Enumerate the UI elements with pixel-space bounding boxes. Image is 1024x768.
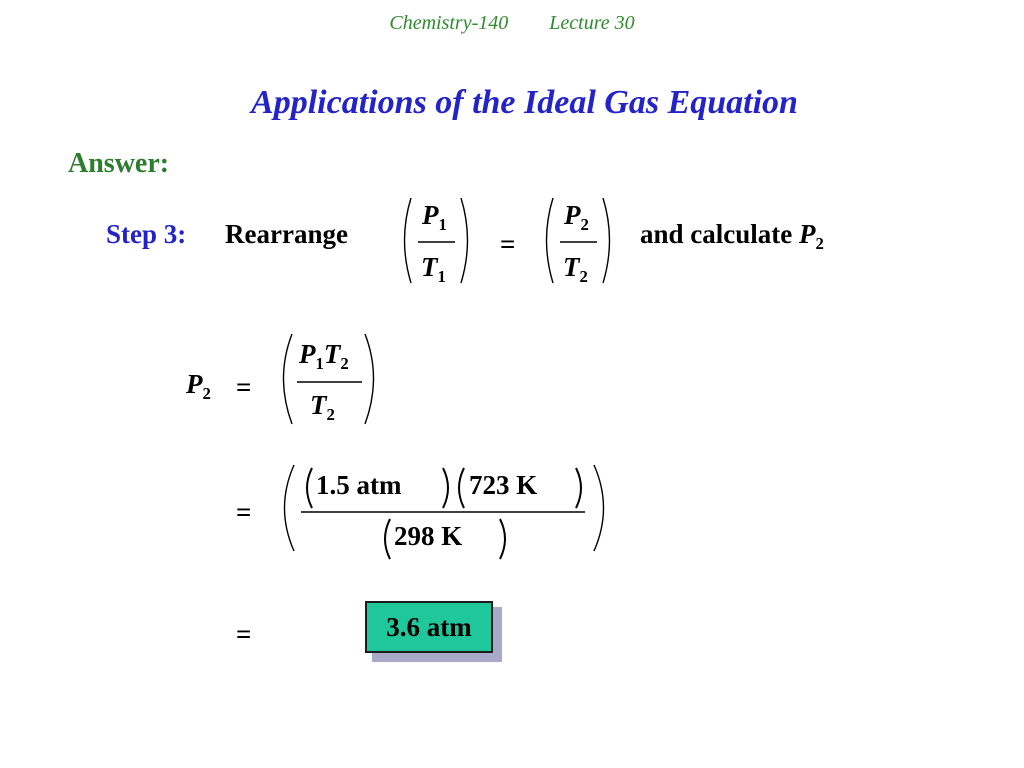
frac1-num-sub: 1 (438, 214, 447, 234)
left-paren (284, 334, 293, 424)
lhs-sub: 2 (202, 383, 211, 403)
expr-num-p-sub: 1 (315, 353, 324, 373)
right-paren (365, 334, 374, 424)
frac2-num-sub: 2 (580, 214, 589, 234)
right-paren (603, 198, 610, 283)
substituted-numerator-1: 1.5 atm (316, 470, 402, 500)
left-paren (307, 468, 312, 508)
frac1-den-var: T (421, 252, 438, 282)
left-paren (385, 519, 390, 559)
step-suffix-text: and calculate (640, 219, 793, 249)
step-var-sub: 2 (815, 233, 824, 253)
step-var: P (799, 219, 816, 249)
lhs-var: P (186, 369, 203, 399)
substituted-numerator-2: 723 K (469, 470, 538, 500)
right-paren (461, 198, 468, 283)
frac2-den-sub: 2 (579, 266, 588, 286)
lecture-number: Lecture 30 (549, 12, 635, 34)
right-paren (576, 468, 581, 508)
expr-num-p: P (299, 339, 316, 369)
frac2-den-var: T (563, 252, 580, 282)
right-paren (594, 465, 604, 551)
equals-sign: = (236, 372, 252, 402)
equals-sign: = (236, 619, 252, 649)
expr-num-t: T (323, 339, 341, 369)
frac1-den-sub: 1 (437, 266, 446, 286)
equals-sign: = (500, 229, 516, 259)
course-name: Chemistry-140 (389, 12, 509, 34)
result-box: 3.6 atm (365, 601, 493, 653)
expr-den-t: T (310, 390, 327, 420)
equals-sign: = (236, 497, 252, 527)
step-verb: Rearrange (225, 219, 348, 249)
frac1-num-var: P (422, 200, 439, 230)
left-paren (547, 198, 554, 283)
left-paren (285, 465, 295, 551)
frac2-num-var: P (564, 200, 581, 230)
substituted-denominator: 298 K (394, 521, 463, 551)
left-paren (405, 198, 412, 283)
slide-title: Applications of the Ideal Gas Equation (251, 84, 798, 121)
expr-den-sub: 2 (326, 404, 335, 424)
right-paren (500, 519, 505, 559)
expr-num-t-sub: 2 (340, 353, 349, 373)
left-paren (459, 468, 464, 508)
answer-label: Answer: (68, 148, 170, 179)
step-label: Step 3: (106, 219, 187, 249)
right-paren (443, 468, 448, 508)
